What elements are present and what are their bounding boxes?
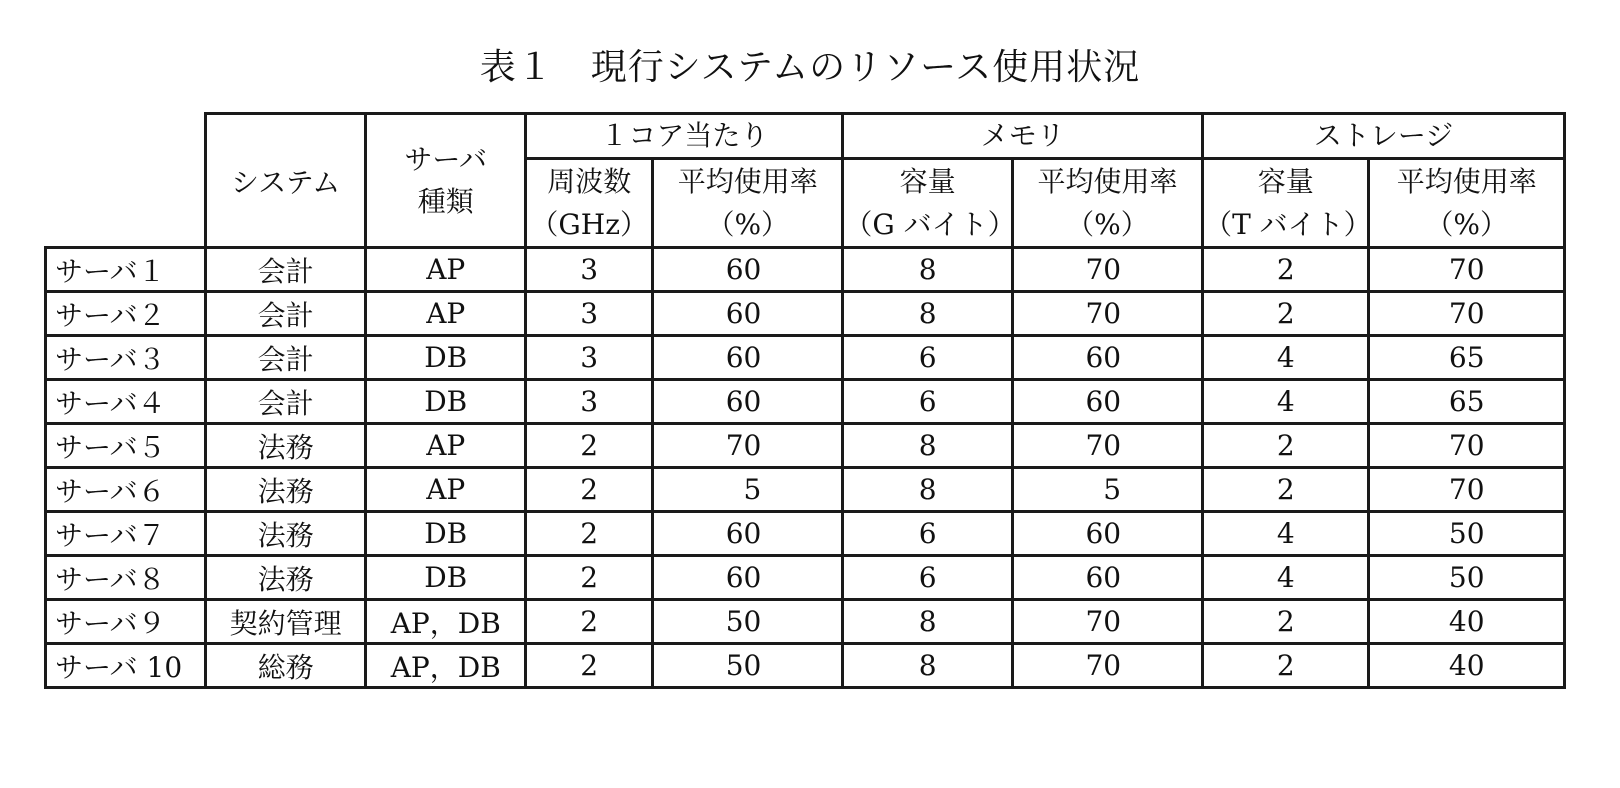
cell-memory-usage: 70 [1012, 424, 1202, 468]
cell-storage-capacity: 2 [1203, 424, 1369, 468]
header-storage-avg-usage: 平均使用率 [1369, 159, 1565, 205]
cell-server-type: AP [366, 468, 526, 512]
header-per-core: １コア当たり [526, 114, 843, 159]
cell-memory-capacity: 8 [843, 600, 1012, 644]
cell-memory-usage: 60 [1012, 380, 1202, 424]
header-server-type-line2: 種類 [417, 184, 474, 218]
cell-cpu-usage: 70 [653, 424, 843, 468]
cell-memory-usage: 60 [1012, 512, 1202, 556]
cell-frequency: 2 [526, 468, 653, 512]
cell-server-name: サーバ９ [46, 600, 206, 644]
cell-server-type: AP，DB [366, 644, 526, 688]
cell-storage-usage: 65 [1369, 336, 1565, 380]
cell-server-type: AP [366, 424, 526, 468]
table-row [46, 468, 1565, 512]
cell-memory-usage: 60 [1012, 556, 1202, 600]
cell-server-type: AP，DB [366, 600, 526, 644]
unit-storage-percent: （%） [1369, 204, 1565, 248]
cell-system: 総務 [206, 644, 366, 688]
cell-server-type: DB [366, 380, 526, 424]
cell-cpu-usage: 5 [653, 468, 843, 512]
cell-server-name: サーバ１ [46, 248, 206, 292]
resource-usage-table [44, 112, 1566, 689]
cell-storage-usage: 40 [1369, 644, 1565, 688]
header-frequency: 周波数 [526, 159, 653, 205]
table-body [46, 248, 1565, 688]
cell-system: 法務 [206, 512, 366, 556]
cell-memory-usage: 70 [1012, 644, 1202, 688]
cell-storage-capacity: 4 [1203, 380, 1369, 424]
table-title: 表１ 現行システムのリソース使用状況 [479, 47, 1141, 88]
header-server-type-line1: サーバ [404, 142, 488, 176]
cell-cpu-usage: 60 [653, 380, 843, 424]
header-cpu-avg-usage: 平均使用率 [653, 159, 843, 205]
cell-frequency: 2 [526, 600, 653, 644]
table-row [46, 292, 1565, 336]
cell-storage-capacity: 2 [1203, 468, 1369, 512]
cell-cpu-usage: 60 [653, 556, 843, 600]
cell-server-type: DB [366, 512, 526, 556]
table-row [46, 556, 1565, 600]
cell-frequency: 3 [526, 336, 653, 380]
cell-system: 法務 [206, 468, 366, 512]
cell-cpu-usage: 60 [653, 336, 843, 380]
cell-memory-usage: 5 [1012, 468, 1202, 512]
header-corner [46, 114, 206, 248]
cell-memory-usage: 70 [1012, 600, 1202, 644]
cell-memory-capacity: 8 [843, 292, 1012, 336]
cell-frequency: 3 [526, 248, 653, 292]
cell-memory-usage: 60 [1012, 336, 1202, 380]
cell-memory-capacity: 6 [843, 512, 1012, 556]
unit-frequency: （GHz） [526, 204, 653, 248]
cell-storage-usage: 50 [1369, 512, 1565, 556]
cell-memory-capacity: 6 [843, 556, 1012, 600]
header-memory-capacity: 容量 [843, 159, 1012, 205]
table-row [46, 644, 1565, 688]
cell-system: 会計 [206, 380, 366, 424]
cell-system: 会計 [206, 248, 366, 292]
cell-frequency: 2 [526, 644, 653, 688]
cell-storage-capacity: 2 [1203, 644, 1369, 688]
cell-memory-capacity: 8 [843, 468, 1012, 512]
unit-memory-percent: （%） [1012, 204, 1202, 248]
cell-storage-usage: 50 [1369, 556, 1565, 600]
cell-frequency: 2 [526, 512, 653, 556]
table-row [46, 336, 1565, 380]
unit-storage-tb: （T バイト） [1203, 204, 1369, 248]
cell-memory-capacity: 6 [843, 380, 1012, 424]
cell-system: 法務 [206, 556, 366, 600]
cell-storage-capacity: 4 [1203, 556, 1369, 600]
cell-cpu-usage: 60 [653, 248, 843, 292]
cell-storage-usage: 70 [1369, 248, 1565, 292]
cell-storage-usage: 70 [1369, 292, 1565, 336]
cell-system: 会計 [206, 336, 366, 380]
cell-server-name: サーバ２ [46, 292, 206, 336]
cell-storage-capacity: 2 [1203, 292, 1369, 336]
cell-storage-usage: 40 [1369, 600, 1565, 644]
cell-server-type: DB [366, 336, 526, 380]
cell-storage-capacity: 4 [1203, 512, 1369, 556]
table-row [46, 380, 1565, 424]
cell-system: 契約管理 [206, 600, 366, 644]
cell-system: 会計 [206, 292, 366, 336]
cell-server-name: サーバ８ [46, 556, 206, 600]
cell-server-name: サーバ３ [46, 336, 206, 380]
cell-system: 法務 [206, 424, 366, 468]
cell-storage-usage: 65 [1369, 380, 1565, 424]
cell-storage-capacity: 2 [1203, 600, 1369, 644]
cell-frequency: 2 [526, 556, 653, 600]
header-memory: メモリ [843, 114, 1203, 159]
cell-memory-capacity: 6 [843, 336, 1012, 380]
table-row [46, 600, 1565, 644]
cell-memory-capacity: 8 [843, 248, 1012, 292]
cell-storage-usage: 70 [1369, 468, 1565, 512]
cell-cpu-usage: 50 [653, 644, 843, 688]
header-storage-capacity: 容量 [1203, 159, 1369, 205]
cell-storage-capacity: 2 [1203, 248, 1369, 292]
cell-server-name: サーバ 10 [46, 644, 206, 688]
cell-memory-usage: 70 [1012, 292, 1202, 336]
cell-frequency: 3 [526, 292, 653, 336]
cell-cpu-usage: 50 [653, 600, 843, 644]
cell-server-name: サーバ５ [46, 424, 206, 468]
cell-storage-capacity: 4 [1203, 336, 1369, 380]
cell-server-name: サーバ７ [46, 512, 206, 556]
cell-server-type: DB [366, 556, 526, 600]
header-system: システム [206, 114, 366, 248]
cell-memory-capacity: 8 [843, 644, 1012, 688]
unit-cpu-percent: （%） [653, 204, 843, 248]
table-row [46, 248, 1565, 292]
cell-cpu-usage: 60 [653, 512, 843, 556]
cell-server-name: サーバ４ [46, 380, 206, 424]
cell-frequency: 3 [526, 380, 653, 424]
cell-cpu-usage: 60 [653, 292, 843, 336]
cell-frequency: 2 [526, 424, 653, 468]
cell-server-name: サーバ６ [46, 468, 206, 512]
header-server-type [366, 114, 526, 248]
cell-server-type: AP [366, 248, 526, 292]
cell-storage-usage: 70 [1369, 424, 1565, 468]
table-row [46, 512, 1565, 556]
cell-server-type: AP [366, 292, 526, 336]
header-memory-avg-usage: 平均使用率 [1012, 159, 1202, 205]
cell-memory-capacity: 8 [843, 424, 1012, 468]
table-row [46, 424, 1565, 468]
cell-memory-usage: 70 [1012, 248, 1202, 292]
header-storage: ストレージ [1203, 114, 1565, 159]
unit-memory-gb: （G バイト） [843, 204, 1012, 248]
